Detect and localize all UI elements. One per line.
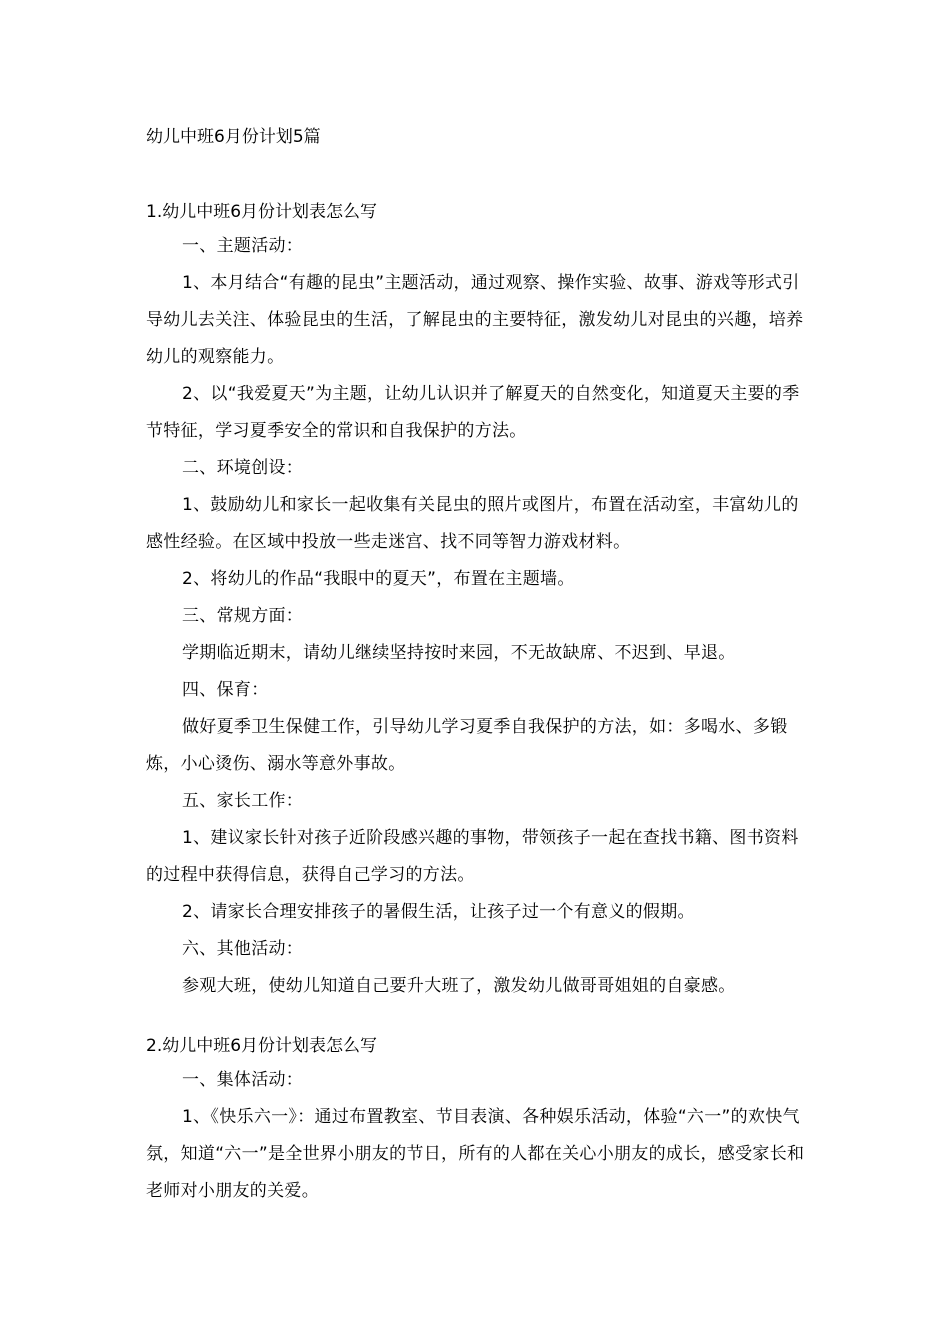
paragraph: 2、将幼儿的作品“我眼中的夏天”，布置在主题墙。 <box>182 569 575 589</box>
subheading-routine: 三、常规方面： <box>182 606 304 626</box>
paragraph: 1、《快乐六一》：通过布置教室、节目表演、各种娱乐活动，体验“六一”的欢快气氛，知道“六一”是全世界小朋友的节日，所有的人都在关心小朋友的成长，感受家长和老师对小朋友的关爱。 <box>146 1107 805 1201</box>
section-heading: 2.幼儿中班6月份计划表怎么写 <box>146 1036 378 1056</box>
subheading-care: 四、保育： <box>182 680 269 700</box>
paragraph: 参观大班，使幼儿知道自己要升大班了，激发幼儿做哥哥姐姐的自豪感。 <box>182 976 736 996</box>
paragraph: 1、本月结合“有趣的昆虫”主题活动，通过观察、操作实验、故事、游戏等形式引导幼儿去关注、体验昆虫的生活，了解昆虫的主要特征，激发幼儿对昆虫的兴趣，培养幼儿的观察能力。 <box>146 273 804 367</box>
subheading-environment: 二、环境创设： <box>182 458 304 478</box>
paragraph: 学期临近期末，请幼儿继续坚持按时来园，不无故缺席、不迟到、早退。 <box>182 643 736 663</box>
subheading-other: 六、其他活动： <box>182 939 304 959</box>
paragraph: 做好夏季卫生保健工作，引导幼儿学习夏季自我保护的方法，如：多喝水、多锻炼，小心烫伤、溺水等意外事故。 <box>146 717 788 774</box>
section-body <box>146 1062 806 1210</box>
document-title: 幼儿中班6月份计划5篇 <box>146 127 321 147</box>
paragraph: 1、鼓励幼儿和家长一起收集有关昆虫的照片或图片，布置在活动室，丰富幼儿的感性经验。在区域中投放一些走迷宫、找不同等智力游戏材料。 <box>146 495 799 552</box>
subheading-parents: 五、家长工作： <box>182 791 304 811</box>
paragraph: 2、以“我爱夏天”为主题，让幼儿认识并了解夏天的自然变化，知道夏天主要的季节特征，学习夏季安全的常识和自我保护的方法。 <box>146 384 800 441</box>
subheading-theme-activities: 一、主题活动： <box>182 236 304 256</box>
paragraph: 2、请家长合理安排孩子的暑假生活，让孩子过一个有意义的假期。 <box>182 902 695 922</box>
section-body <box>146 228 806 1005</box>
subheading-group-activities: 一、集体活动： <box>182 1070 304 1090</box>
section-heading: 1.幼儿中班6月份计划表怎么写 <box>146 202 378 222</box>
paragraph: 1、建议家长针对孩子近阶段感兴趣的事物，带领孩子一起在查找书籍、图书资料的过程中获得信息，获得自己学习的方法。 <box>146 828 799 885</box>
